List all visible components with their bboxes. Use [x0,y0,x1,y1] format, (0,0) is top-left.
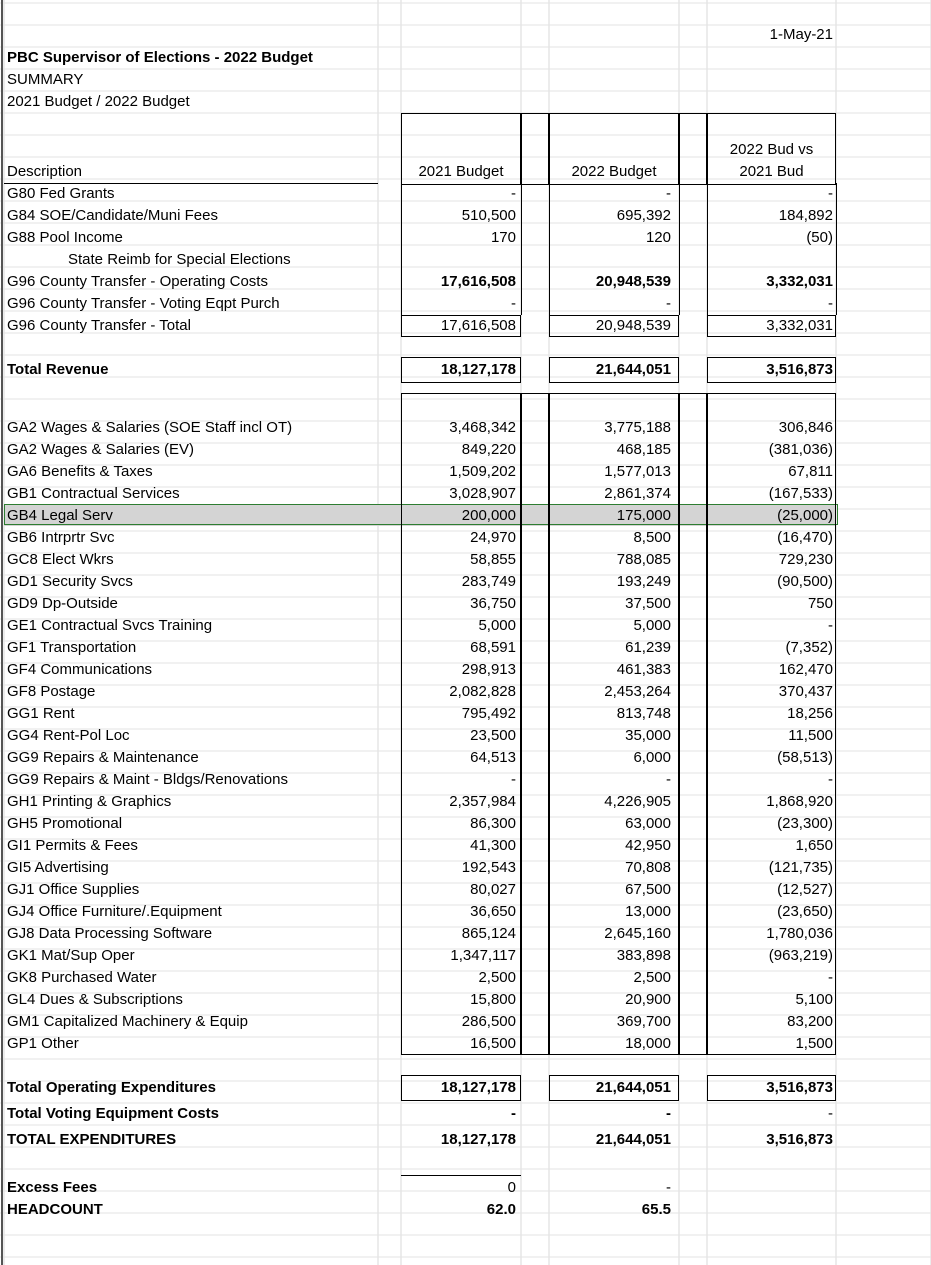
expense-spacer-2 [679,393,707,1055]
header-spacer-2 [679,113,707,185]
expense-row-diff: (90,500) [777,573,833,590]
expense-row-diff: (167,533) [768,485,833,502]
header-spacer-1 [521,113,549,185]
total-row-label: Total Operating Expenditures [7,1079,216,1096]
expense-row-diff: 11,500 [788,727,833,744]
revenue-column-border [707,183,708,315]
expense-row-label: GB4 Legal Serv [7,507,113,524]
expense-row-label: GA2 Wages & Salaries (EV) [7,441,195,458]
report-date: 1-May-21 [769,26,833,43]
header-2022-budget: 2022 Budget [571,163,657,180]
expense-row-label: GP1 Other [7,1035,79,1052]
report-subtitle: SUMMARY [7,71,84,88]
expense-row-diff: 162,470 [778,661,833,678]
expense-row-2022: 67,500 [625,881,671,898]
revenue-column-border [679,183,680,315]
revenue-row-diff: 3,332,031 [766,317,833,334]
expense-row-2022: 3,775,188 [604,419,671,436]
expense-row-label: GH5 Promotional [7,815,123,832]
expense-row-label: GG9 Repairs & Maint - Bldgs/Renovations [7,771,288,788]
expense-row-2021: 68,591 [470,639,516,656]
expense-row-2022: 2,453,264 [604,683,671,700]
expense-row-label: GA6 Benefits & Taxes [7,463,153,480]
expense-row-2022: - [666,771,671,788]
expense-row-2022: 13,000 [625,903,671,920]
expense-row-label: GM1 Capitalized Machinery & Equip [7,1013,248,1030]
total-row-2022: 21,644,051 [595,1131,671,1148]
expense-row-diff: 306,846 [778,419,833,436]
expense-row-diff: 18,256 [787,705,833,722]
total-row-2021: 18,127,178 [440,1079,516,1096]
total-revenue-label: Total Revenue [7,361,109,378]
expense-row-label: GJ1 Office Supplies [7,881,140,898]
expense-row-label: GB6 Intrprtr Svc [7,529,115,546]
county-total-box [707,315,836,337]
revenue-row-2021: 170 [490,229,516,246]
expense-row-diff: 729,230 [778,551,833,568]
expense-row-2022: 2,861,374 [604,485,671,502]
headcount-2022: 65.5 [641,1201,671,1218]
revenue-row-label: G96 County Transfer - Total [7,317,191,334]
revenue-row-label: G96 County Transfer - Operating Costs [7,273,268,290]
expense-row-diff: (23,300) [777,815,833,832]
revenue-row-label: G80 Fed Grants [7,185,115,202]
total-revenue-diff: 3,516,873 [766,361,833,378]
expense-row-label: GD1 Security Svcs [7,573,133,590]
expense-row-2022: 2,645,160 [604,925,671,942]
expense-row-2022: 175,000 [616,507,671,524]
expense-row-2022: 4,226,905 [604,793,671,810]
expense-row-2021: 795,492 [461,705,516,722]
expense-row-2021: 192,543 [461,859,516,876]
expense-row-2021: 298,913 [461,661,516,678]
county-total-box [401,315,521,337]
expense-row-2022: 468,185 [616,441,671,458]
expense-row-2022: 35,000 [625,727,671,744]
total-revenue-2022: 21,644,051 [595,361,671,378]
revenue-column-border [549,183,550,315]
revenue-row-label: State Reimb for Special Elections [68,251,291,268]
expense-row-2021: 865,124 [461,925,516,942]
headcount-2021: 62.0 [486,1201,516,1218]
revenue-row-label: G84 SOE/Candidate/Muni Fees [7,207,218,224]
expense-row-diff: (381,036) [768,441,833,458]
expense-row-label: GF8 Postage [7,683,96,700]
total-row-diff: - [828,1105,833,1122]
expense-row-diff: - [828,617,833,634]
total-row-2022: - [666,1105,671,1122]
revenue-row-diff: - [828,185,833,202]
expense-row-diff: 750 [807,595,833,612]
excess-fees-label: Excess Fees [7,1179,98,1196]
expense-row-label: GL4 Dues & Subscriptions [7,991,183,1008]
expense-row-label: GG9 Repairs & Maintenance [7,749,199,766]
total-revenue-2021: 18,127,178 [440,361,516,378]
expense-row-diff: (58,513) [777,749,833,766]
expense-row-label: GJ8 Data Processing Software [7,925,213,942]
expense-row-diff: 1,650 [795,837,833,854]
total-row-2022: 21,644,051 [595,1079,671,1096]
expense-row-2022: 6,000 [633,749,671,766]
expense-row-2022: 383,898 [616,947,671,964]
expense-row-2021: 1,347,117 [450,947,516,964]
revenue-column-border [836,183,837,315]
expense-row-2021: 283,749 [461,573,516,590]
expense-row-diff: 67,811 [788,463,833,480]
expense-row-diff: 1,868,920 [766,793,833,810]
revenue-row-diff: 3,332,031 [766,273,833,290]
header-diff-line1: 2022 Bud vs [729,141,814,158]
total-row-label: Total Voting Equipment Costs [7,1105,219,1122]
expense-row-diff: 1,780,036 [766,925,833,942]
excess-fees-2021: 0 [507,1179,516,1196]
expense-row-2022: 70,808 [625,859,671,876]
expense-row-label: GE1 Contractual Svcs Training [7,617,213,634]
revenue-row-2021: 17,616,508 [440,273,516,290]
expense-row-2021: 5,000 [478,617,516,634]
expense-row-2022: 63,000 [625,815,671,832]
expense-row-diff: (12,527) [777,881,833,898]
expense-row-2022: 20,900 [625,991,671,1008]
expense-row-label: GF4 Communications [7,661,153,678]
expense-row-2021: 2,500 [478,969,516,986]
expense-row-2022: 61,239 [625,639,671,656]
revenue-row-2022: 695,392 [616,207,671,224]
expense-row-label: GG1 Rent [7,705,75,722]
expense-row-label: GA2 Wages & Salaries (SOE Staff incl OT) [7,419,293,436]
header-description: Description [7,163,83,180]
expense-row-2021: 58,855 [470,551,516,568]
expense-row-2022: 461,383 [616,661,671,678]
revenue-row-2021: 510,500 [461,207,516,224]
expense-row-2021: 41,300 [470,837,516,854]
total-row-label: TOTAL EXPENDITURES [7,1131,177,1148]
expense-row-diff: (963,219) [768,947,833,964]
expense-row-2021: 24,970 [470,529,516,546]
expense-row-2021: 1,509,202 [449,463,516,480]
header-diff-line2: 2021 Bud [739,163,804,180]
revenue-row-2022: 20,948,539 [595,273,671,290]
expense-row-label: GK8 Purchased Water [7,969,157,986]
expense-row-2021: 286,500 [461,1013,516,1030]
revenue-row-diff: - [828,295,833,312]
expense-row-2021: 2,357,984 [449,793,516,810]
expense-row-label: GF1 Transportation [7,639,137,656]
expense-row-2022: 193,249 [616,573,671,590]
expense-row-diff: - [828,771,833,788]
expense-row-2022: 2,500 [633,969,671,986]
revenue-row-label: G96 County Transfer - Voting Eqpt Purch [7,295,280,312]
expense-row-2022: 5,000 [633,617,671,634]
total-row-2021: - [511,1105,516,1122]
expense-row-label: GI1 Permits & Fees [7,837,138,854]
expense-row-diff: (121,735) [768,859,833,876]
expense-row-diff: 83,200 [787,1013,833,1030]
expense-row-2022: 37,500 [625,595,671,612]
expense-row-2021: 200,000 [461,507,516,524]
county-total-box [549,315,679,337]
expense-row-diff: (16,470) [777,529,833,546]
expense-row-label: GI5 Advertising [7,859,109,876]
report-title: PBC Supervisor of Elections - 2022 Budget [7,49,313,66]
expense-spacer-1 [521,393,549,1055]
headcount-label: HEADCOUNT [7,1201,103,1218]
revenue-row-label: G88 Pool Income [7,229,123,246]
expense-row-diff: 5,100 [795,991,833,1008]
expense-row-2021: 849,220 [461,441,516,458]
revenue-column-border [401,183,402,315]
expense-row-2022: 42,950 [625,837,671,854]
expense-row-2022: 18,000 [625,1035,671,1052]
total-row-diff: 3,516,873 [766,1131,833,1148]
total-row-diff: 3,516,873 [766,1079,833,1096]
revenue-row-2022: - [666,185,671,202]
expense-row-diff: - [828,969,833,986]
revenue-row-2022: - [666,295,671,312]
expense-row-2022: 788,085 [616,551,671,568]
expense-row-label: GC8 Elect Wkrs [7,551,114,568]
expense-row-2022: 1,577,013 [604,463,671,480]
expense-row-2021: 86,300 [470,815,516,832]
report-period: 2021 Budget / 2022 Budget [7,93,190,110]
revenue-row-2021: - [511,185,516,202]
expense-row-label: GH1 Printing & Graphics [7,793,172,810]
revenue-row-diff: (50) [806,229,833,246]
expense-row-2021: 2,082,828 [449,683,516,700]
revenue-row-2022: 120 [645,229,671,246]
revenue-row-2021: - [511,295,516,312]
total-row-2021: 18,127,178 [440,1131,516,1148]
expense-row-2021: 15,800 [470,991,516,1008]
expense-row-label: GG4 Rent-Pol Loc [7,727,130,744]
expense-row-2022: 369,700 [616,1013,671,1030]
revenue-row-2021: 17,616,508 [440,317,516,334]
expense-row-2021: 3,028,907 [449,485,516,502]
expense-row-2022: 8,500 [633,529,671,546]
expense-row-label: GK1 Mat/Sup Oper [7,947,135,964]
expense-row-2021: - [511,771,516,788]
expense-row-2021: 16,500 [470,1035,516,1052]
expense-row-2021: 80,027 [470,881,516,898]
expense-row-2022: 813,748 [616,705,671,722]
excess-fees-2022: - [666,1179,671,1196]
expense-row-2021: 3,468,342 [449,419,516,436]
revenue-column-border [521,183,522,315]
expense-row-label: GB1 Contractual Services [7,485,180,502]
revenue-row-2022: 20,948,539 [595,317,671,334]
expense-row-2021: 23,500 [470,727,516,744]
expense-row-diff: (25,000) [777,507,833,524]
expense-row-2021: 64,513 [470,749,516,766]
expense-row-2021: 36,650 [470,903,516,920]
expense-row-diff: (23,650) [777,903,833,920]
expense-row-diff: 370,437 [778,683,833,700]
expense-row-label: GJ4 Office Furniture/.Equipment [7,903,222,920]
header-2021-budget: 2021 Budget [418,163,504,180]
expense-row-label: GD9 Dp-Outside [7,595,118,612]
expense-row-2021: 36,750 [470,595,516,612]
expense-row-diff: 1,500 [795,1035,833,1052]
revenue-row-diff: 184,892 [778,207,833,224]
expense-row-diff: (7,352) [785,639,833,656]
